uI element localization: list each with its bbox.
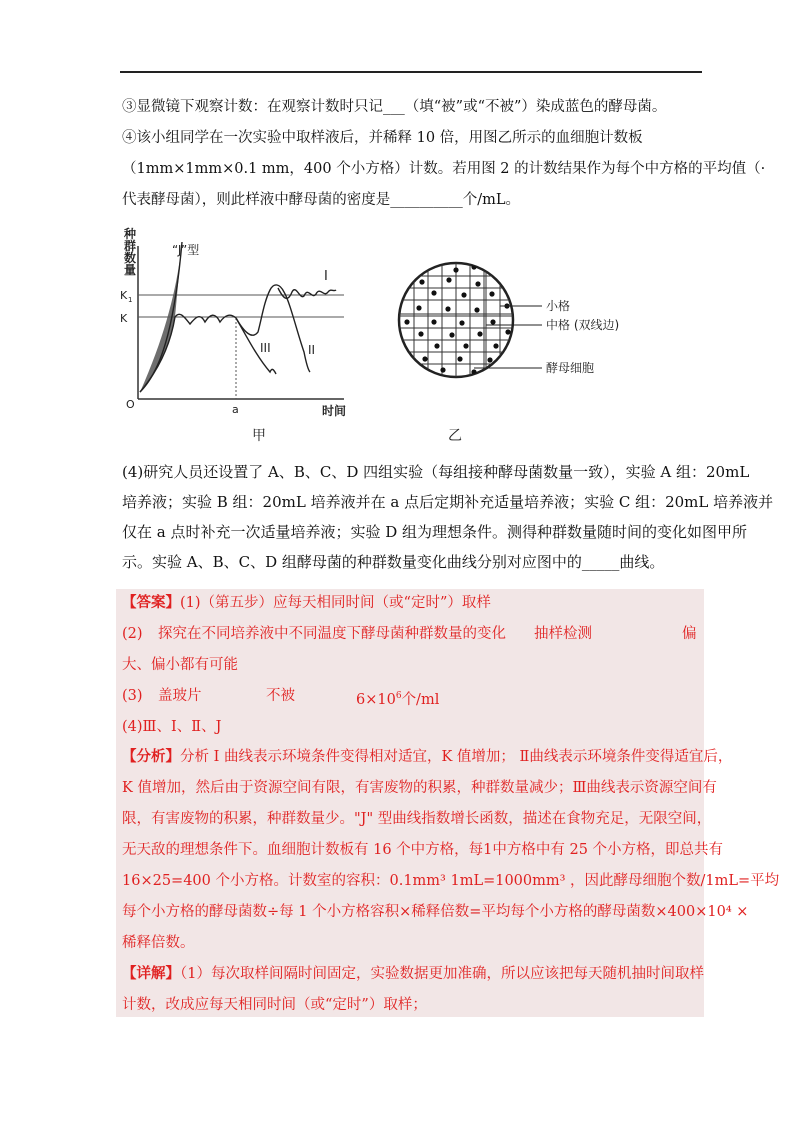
header-rule	[120, 71, 702, 73]
q4-line-1: (4)研究人员还设置了 A、B、C、D 四组实验（每组接种酵母菌数量一致），实验 A 组：20mL	[122, 463, 750, 481]
answer-2-num: (2)	[122, 626, 143, 642]
detail-line-2: 计数，改成应每天相同时间（或“定时”）取样；	[122, 997, 427, 1013]
q4-line-3: 仅在 a 点时补充一次适量培养液；实验 D 组为理想条件。测得种群数量随时间的变化如图甲所	[122, 523, 748, 541]
a-label: a	[232, 403, 239, 416]
k1-subscript: 1	[128, 296, 133, 304]
answer-3-num: (3)	[122, 688, 143, 704]
analysis-line-1: 【分析】分析 I 曲线表示环境条件变得相对适宜，K 值增加； Ⅱ曲线表示环境条件变得适宜后，	[122, 748, 733, 765]
analysis-tag: 【分析】	[122, 748, 180, 765]
curve-I-label: I	[324, 269, 328, 284]
detail-tag: 【详解】	[122, 965, 180, 982]
answer-line-1	[122, 593, 491, 613]
answer-2-text-2: 抽样检测	[534, 626, 592, 642]
question-4-line-3: 代表酵母菌），则此样液中酵母菌的密度是__________个/mL。	[122, 192, 521, 208]
answer-line-2	[122, 624, 697, 644]
k-label: K	[120, 312, 128, 325]
analysis-line-2: K 值增加，然后由于资源空间有限，有害废物的积累，种群数量减少；Ⅲ曲线表示资源空间有	[122, 780, 717, 796]
y-axis-label-4: 量	[124, 263, 137, 277]
x-axis-label: 时间	[322, 404, 347, 418]
figure-yi-caption: 乙	[448, 428, 462, 444]
answer-line-5: (4)Ⅲ、Ⅰ、Ⅱ、J	[122, 719, 222, 735]
curve-II-label: II	[308, 343, 316, 357]
analysis-line-7: 稀释倍数。	[122, 935, 195, 951]
figure-jia	[120, 226, 346, 444]
label-yeast-cell: 酵母细胞	[546, 361, 595, 375]
analysis-line-4: 无天敌的理想条件下。血细胞计数板有 16 个中方格，每1中方格中有 25 个小方格，即总共有	[122, 842, 724, 858]
figures	[112, 222, 620, 444]
question-4-line-2: （1mm×1mm×0.1 mm，400 个小方格）计数。若用图 2 的计数结果作为每个中方格的平均值（·	[122, 161, 766, 177]
curve-II	[236, 285, 310, 372]
figure-yi	[392, 252, 619, 444]
analysis-line-5: 16×25=400 个小方格。计数室的容积：0.1mm³ 1mL=1000mm³ ，因此酵母细胞个数/1mL=平均	[122, 873, 780, 889]
j-curve-label: “J”型	[172, 243, 200, 257]
answer-3-text-2: 不被	[266, 688, 295, 704]
s-curve	[140, 314, 236, 392]
origin-label: O	[126, 398, 135, 411]
curve-III-label: III	[260, 341, 271, 355]
answer-3-text-1: 盖玻片	[158, 688, 202, 704]
answer-tag: 【答案】	[122, 594, 180, 611]
answer-line-4	[122, 686, 440, 708]
answer-3-text-3: $6\times 10^6$个/ml	[356, 691, 440, 708]
detail-line-1: 【详解】（1）每次取样间隔时间固定，实验数据更加准确，所以应该把每天随机抽时间取样	[122, 965, 704, 982]
y-axis-label-2: 群	[124, 239, 137, 253]
answer-line-3: 大、偏小都有可能	[122, 657, 238, 673]
analysis-line-3: 限，有害废物的积累，种群数量少。"J" 型曲线指数增长函数，描述在食物充足，无限空间，	[122, 811, 712, 827]
analysis-line-6: 每个小方格的酵母菌数÷每 1 个小方格容积×稀释倍数=平均每个小方格的酵母菌数×400×10⁴ ×	[122, 904, 749, 920]
question-4-line-1: ④该小组同学在一次实验中取样液后，并稀释 10 倍，用图乙所示的血细胞计数板	[122, 130, 643, 146]
label-medium-grid: 中格 (双线边)	[546, 318, 620, 332]
answer-2-text-1: 探究在不同培养液中不同温度下酵母菌种群数量的变化	[158, 626, 506, 642]
y-axis-label-1: 种	[124, 227, 137, 241]
answer-2-text-3: 偏	[682, 626, 697, 642]
k1-label: K	[120, 289, 128, 302]
q4-line-4: 示。实验 A、B、C、D 组酵母菌的种群数量变化曲线分别对应图中的_____曲线。	[122, 553, 665, 571]
answer-1: (1)（第五步）应每天相同时间（或“定时”）取样	[180, 595, 491, 611]
label-small-grid: 小格	[546, 299, 571, 313]
q4-line-2: 培养液；实验 B 组：20mL 培养液并在 a 点后定期补充适量培养液；实验 C 组：20mL 培养液并	[122, 493, 774, 511]
figure-jia-caption: 甲	[252, 428, 266, 444]
y-axis-label-3: 数	[124, 251, 137, 265]
question-3-line: ③显微镜下观察计数：在观察计数时只记___（填“被”或“不被”）染成蓝色的酵母菌。	[122, 99, 667, 115]
answer-block	[116, 589, 704, 1017]
